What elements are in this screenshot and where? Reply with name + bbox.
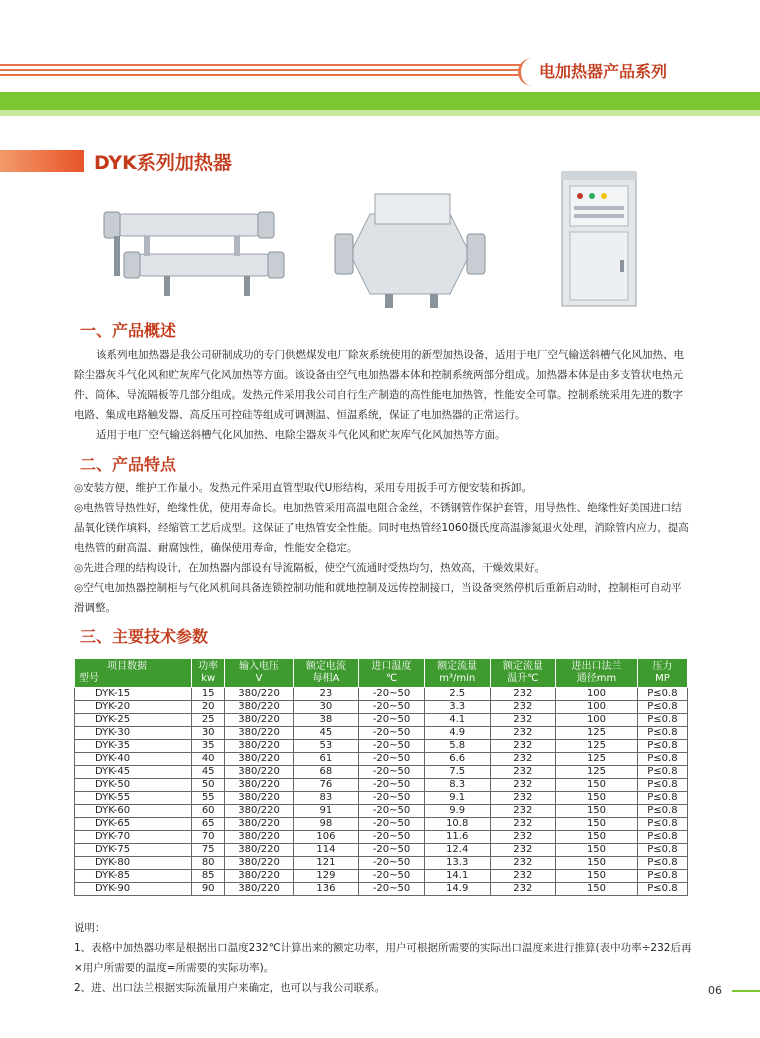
table-cell: 2.5 xyxy=(424,688,490,701)
table-header-cell: 额定流量 m³/min xyxy=(424,659,490,688)
note-item: 1、表格中加热器功率是根据出口温度232℃计算出来的额定功率，用户可根据所需要的实际出口温度来进行推算(表中功率÷232后再×用户所需要的温度=所需要的实际功率)。 xyxy=(74,942,692,974)
table-cell: 380/220 xyxy=(225,766,293,779)
table-cell: 100 xyxy=(556,701,638,714)
table-cell: 10.8 xyxy=(424,818,490,831)
table-cell: 100 xyxy=(556,688,638,701)
table-cell: 121 xyxy=(293,857,359,870)
table-cell: DYK-45 xyxy=(75,766,192,779)
table-row xyxy=(75,857,688,870)
table-cell: 380/220 xyxy=(225,805,293,818)
table-cell: 380/220 xyxy=(225,883,293,896)
table-cell: 35 xyxy=(191,740,225,753)
table-cell: 232 xyxy=(490,740,556,753)
table-cell: DYK-75 xyxy=(75,844,192,857)
table-cell: 150 xyxy=(556,831,638,844)
header-decor-lines xyxy=(0,64,540,78)
note-item: 2、进、出口法兰根据实际流量用户来确定，也可以与我公司联系。 xyxy=(74,982,386,994)
tube-heater-image xyxy=(94,192,294,302)
overview-paragraph-2: 适用于电厂空气输送斜槽气化风加热、电除尘器灰斗气化风和贮灰库气化风加热等方面。 xyxy=(96,429,506,441)
table-cell: 150 xyxy=(556,857,638,870)
table-row xyxy=(75,792,688,805)
table-cell: P≤0.8 xyxy=(637,844,687,857)
table-cell: -20~50 xyxy=(359,779,425,792)
table-row xyxy=(75,883,688,896)
table-cell: DYK-40 xyxy=(75,753,192,766)
table-header-cell: 功率 kw xyxy=(191,659,225,688)
table-cell: 380/220 xyxy=(225,779,293,792)
table-cell: 85 xyxy=(191,870,225,883)
table-row xyxy=(75,844,688,857)
table-row xyxy=(75,701,688,714)
table-cell: 232 xyxy=(490,857,556,870)
table-row xyxy=(75,727,688,740)
table-cell: 25 xyxy=(191,714,225,727)
table-row xyxy=(75,740,688,753)
table-cell: 7.5 xyxy=(424,766,490,779)
table-cell: 45 xyxy=(191,766,225,779)
table-cell: 150 xyxy=(556,844,638,857)
notes-title: 说明： xyxy=(74,922,106,934)
table-cell: P≤0.8 xyxy=(637,753,687,766)
table-cell: 380/220 xyxy=(225,792,293,805)
table-cell: 380/220 xyxy=(225,831,293,844)
table-cell: P≤0.8 xyxy=(637,701,687,714)
table-cell: P≤0.8 xyxy=(637,740,687,753)
table-cell: 232 xyxy=(490,701,556,714)
table-cell: 232 xyxy=(490,883,556,896)
table-header-cell: 额定电流 每相A xyxy=(293,659,359,688)
table-cell: DYK-15 xyxy=(75,688,192,701)
params-table-body xyxy=(75,688,688,896)
table-cell: -20~50 xyxy=(359,805,425,818)
table-cell: 380/220 xyxy=(225,740,293,753)
table-cell: 23 xyxy=(293,688,359,701)
table-cell: 38 xyxy=(293,714,359,727)
table-header-cell: 项目数据 型号 xyxy=(75,659,192,688)
table-cell: 232 xyxy=(490,727,556,740)
table-cell: -20~50 xyxy=(359,857,425,870)
table-row xyxy=(75,870,688,883)
table-cell: P≤0.8 xyxy=(637,727,687,740)
table-cell: -20~50 xyxy=(359,766,425,779)
table-cell: 100 xyxy=(556,714,638,727)
table-cell: 380/220 xyxy=(225,857,293,870)
table-cell: -20~50 xyxy=(359,870,425,883)
table-cell: 125 xyxy=(556,753,638,766)
table-cell: P≤0.8 xyxy=(637,857,687,870)
table-cell: DYK-50 xyxy=(75,779,192,792)
table-cell: 150 xyxy=(556,870,638,883)
table-cell: -20~50 xyxy=(359,818,425,831)
table-cell: DYK-90 xyxy=(75,883,192,896)
table-cell: 75 xyxy=(191,844,225,857)
table-row xyxy=(75,831,688,844)
table-cell: DYK-80 xyxy=(75,857,192,870)
table-cell: DYK-60 xyxy=(75,805,192,818)
table-cell: 20 xyxy=(191,701,225,714)
table-cell: 45 xyxy=(293,727,359,740)
table-cell: 136 xyxy=(293,883,359,896)
table-cell: 61 xyxy=(293,753,359,766)
table-cell: 150 xyxy=(556,792,638,805)
table-cell: P≤0.8 xyxy=(637,870,687,883)
table-cell: 125 xyxy=(556,766,638,779)
table-cell: 380/220 xyxy=(225,818,293,831)
notes xyxy=(74,918,694,998)
table-row xyxy=(75,766,688,779)
table-cell: P≤0.8 xyxy=(637,779,687,792)
table-row xyxy=(75,818,688,831)
table-cell: P≤0.8 xyxy=(637,792,687,805)
table-cell: -20~50 xyxy=(359,740,425,753)
params-table-header xyxy=(75,659,688,688)
table-row xyxy=(75,688,688,701)
table-cell: 50 xyxy=(191,779,225,792)
table-cell: 68 xyxy=(293,766,359,779)
table-cell: 60 xyxy=(191,805,225,818)
table-cell: 232 xyxy=(490,766,556,779)
table-cell: DYK-25 xyxy=(75,714,192,727)
control-cabinet-image xyxy=(560,170,638,310)
table-cell: 83 xyxy=(293,792,359,805)
table-cell: -20~50 xyxy=(359,883,425,896)
table-cell: 14.1 xyxy=(424,870,490,883)
table-cell: -20~50 xyxy=(359,753,425,766)
duct-heater-image xyxy=(330,184,490,314)
table-cell: 232 xyxy=(490,844,556,857)
table-cell: 114 xyxy=(293,844,359,857)
table-cell: 125 xyxy=(556,727,638,740)
table-cell: 15 xyxy=(191,688,225,701)
table-cell: 125 xyxy=(556,740,638,753)
table-row xyxy=(75,753,688,766)
table-cell: 232 xyxy=(490,779,556,792)
series-title: 电加热器产品系列 xyxy=(518,58,760,86)
table-cell: 380/220 xyxy=(225,844,293,857)
table-cell: -20~50 xyxy=(359,701,425,714)
table-cell: DYK-55 xyxy=(75,792,192,805)
table-cell: 8.3 xyxy=(424,779,490,792)
table-cell: 380/220 xyxy=(225,688,293,701)
page-number: 06 xyxy=(708,984,722,997)
table-cell: DYK-30 xyxy=(75,727,192,740)
table-cell: 12.4 xyxy=(424,844,490,857)
feature-item: ◎ 电热管导热性好，绝缘性优，使用寿命长。电加热管采用高温电阻合金丝，不锈钢管作保护套管，用导热性、绝缘性好美国进口结晶氧化镁作填料，经缩管工艺后成型。这保证了电热管安全性能。同时电热管经1060摄氏度高温渗氮退火处理，消除管内应力，提高电热管的耐高温、耐腐蚀性，确保使用寿命，性能安全稳定。 xyxy=(74,498,692,558)
table-cell: 76 xyxy=(293,779,359,792)
table-cell: 40 xyxy=(191,753,225,766)
table-cell: 6.6 xyxy=(424,753,490,766)
table-cell: 380/220 xyxy=(225,870,293,883)
table-cell: -20~50 xyxy=(359,792,425,805)
table-cell: 14.9 xyxy=(424,883,490,896)
header-green-band xyxy=(0,92,760,110)
table-cell: P≤0.8 xyxy=(637,714,687,727)
table-cell: 3.3 xyxy=(424,701,490,714)
table-cell: P≤0.8 xyxy=(637,831,687,844)
table-cell: 90 xyxy=(191,883,225,896)
table-cell: -20~50 xyxy=(359,844,425,857)
table-cell: 11.6 xyxy=(424,831,490,844)
table-cell: P≤0.8 xyxy=(637,688,687,701)
table-header-cell: 进口温度 ℃ xyxy=(359,659,425,688)
features-heading: 二、产品特点 xyxy=(80,455,177,474)
table-cell: 9.9 xyxy=(424,805,490,818)
table-cell: 232 xyxy=(490,818,556,831)
table-row xyxy=(75,805,688,818)
feature-item: ◎ 安装方便，维护工作量小。发热元件采用直管型取代U形结构，采用专用扳手可方便安装和拆卸。 xyxy=(74,478,692,498)
table-cell: 232 xyxy=(490,805,556,818)
table-header-cell: 进出口法兰 通径mm xyxy=(556,659,638,688)
table-header-cell: 压力 MP xyxy=(637,659,687,688)
overview-paragraph-1: 该系列电加热器是我公司研制成功的专门供燃煤发电厂除灰系统使用的新型加热设备，适用于电厂空气输送斜槽气化风加热、电除尘器灰斗气化风和贮灰库气化风加热等方面。该设备由空气电加热器本体和控制系统两部分组成。加热器本体是由多支管状电热元件、筒体、导流隔板等几部分组成。发热元件采用我公司自行生产制造的高性能电加热管，性能安全可靠。控制系统采用先进的数字电路、集成电路触发器、高反压可控硅等组成可调测温、恒温系统，保证了电加热器的正常运行。 xyxy=(74,349,684,421)
table-cell: 150 xyxy=(556,818,638,831)
feature-item: ◎ 空气电加热器控制柜与气化风机间具备连锁控制功能和就地控制及远传控制接口，当设备突然停机后重新启动时，控制柜可自动平滑调整。 xyxy=(74,578,692,618)
table-cell: 380/220 xyxy=(225,727,293,740)
table-cell: 232 xyxy=(490,753,556,766)
params-heading: 三、主要技术参数 xyxy=(80,627,209,646)
table-cell: 5.8 xyxy=(424,740,490,753)
table-row xyxy=(75,779,688,792)
table-cell: -20~50 xyxy=(359,714,425,727)
table-cell: -20~50 xyxy=(359,688,425,701)
section-tag-bar xyxy=(0,150,84,172)
table-cell: 30 xyxy=(293,701,359,714)
table-row xyxy=(75,714,688,727)
table-cell: 380/220 xyxy=(225,753,293,766)
table-cell: P≤0.8 xyxy=(637,883,687,896)
table-cell: 80 xyxy=(191,857,225,870)
table-cell: -20~50 xyxy=(359,831,425,844)
table-cell: 4.9 xyxy=(424,727,490,740)
table-cell: 4.1 xyxy=(424,714,490,727)
table-header-cell: 输入电压 V xyxy=(225,659,293,688)
table-cell: 232 xyxy=(490,870,556,883)
table-cell: 65 xyxy=(191,818,225,831)
table-cell: DYK-35 xyxy=(75,740,192,753)
page-number-line xyxy=(732,990,760,992)
table-cell: DYK-65 xyxy=(75,818,192,831)
table-cell: P≤0.8 xyxy=(637,818,687,831)
table-cell: -20~50 xyxy=(359,727,425,740)
header-green-band-light xyxy=(0,110,760,116)
feature-item: ◎ 先进合理的结构设计，在加热器内部设有导流隔板，使空气流通时受热均匀，热效高，干燥效果好。 xyxy=(74,558,692,578)
table-cell: 232 xyxy=(490,688,556,701)
table-cell: 232 xyxy=(490,714,556,727)
table-cell: 380/220 xyxy=(225,714,293,727)
table-cell: 150 xyxy=(556,779,638,792)
table-cell: DYK-85 xyxy=(75,870,192,883)
table-cell: DYK-20 xyxy=(75,701,192,714)
table-cell: 232 xyxy=(490,792,556,805)
table-cell: 150 xyxy=(556,883,638,896)
table-cell: 13.3 xyxy=(424,857,490,870)
table-cell: 70 xyxy=(191,831,225,844)
table-cell: 129 xyxy=(293,870,359,883)
table-cell: 91 xyxy=(293,805,359,818)
table-cell: P≤0.8 xyxy=(637,805,687,818)
features-list xyxy=(74,478,692,618)
table-header-cell: 额定流量 温升℃ xyxy=(490,659,556,688)
table-cell: 30 xyxy=(191,727,225,740)
table-cell: 98 xyxy=(293,818,359,831)
table-cell: 380/220 xyxy=(225,701,293,714)
table-cell: P≤0.8 xyxy=(637,766,687,779)
table-cell: 106 xyxy=(293,831,359,844)
table-cell: 150 xyxy=(556,805,638,818)
overview-heading: 一、产品概述 xyxy=(80,321,177,340)
table-cell: 9.1 xyxy=(424,792,490,805)
table-cell: 53 xyxy=(293,740,359,753)
table-cell: 232 xyxy=(490,831,556,844)
table-cell: DYK-70 xyxy=(75,831,192,844)
section-title: DYK系列加热器 xyxy=(94,152,232,174)
table-cell: 55 xyxy=(191,792,225,805)
params-table xyxy=(74,658,688,896)
